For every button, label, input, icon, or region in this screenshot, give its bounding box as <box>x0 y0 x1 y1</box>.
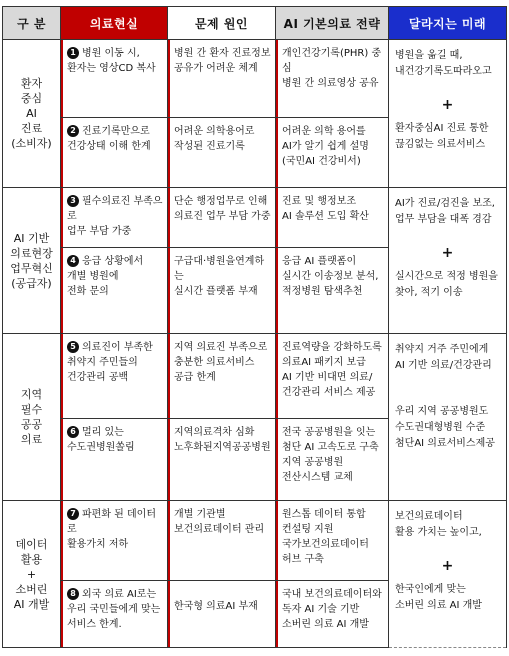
future-top-text: 취약지 거주 주민에게 AI 기반 의료/건강관리 <box>395 344 492 371</box>
reality-cell <box>61 118 168 188</box>
plus-sign: + <box>441 245 454 261</box>
cause-text: 지역의료격차 심화 노후화된지역공공병원 <box>174 427 271 453</box>
reality-cell <box>61 581 168 648</box>
table-row <box>3 334 507 419</box>
cause-text: 한국형 의료AI 부재 <box>174 601 258 612</box>
ai-cell <box>276 334 389 419</box>
cause-cell <box>168 248 276 334</box>
table-row <box>3 40 507 118</box>
cause-cell <box>168 40 276 118</box>
future-bottom-text: 환자중심AI 진료 통한 끊김없는 의료서비스 <box>395 123 489 150</box>
cause-text: 개별 기관별 보건의료데이터 관리 <box>174 509 265 535</box>
cause-text: 구급대·병원을연계하는 실시간 플랫폼 부재 <box>174 256 265 297</box>
cause-cell <box>168 118 276 188</box>
cause-cell <box>168 419 276 501</box>
future-bottom-text: 실시간으로 적정 병원을 찾아, 적기 이송 <box>395 271 498 298</box>
ai-cell <box>276 188 389 248</box>
cause-cell <box>168 334 276 419</box>
header-category: 구 분 <box>3 7 61 40</box>
ai-cell <box>276 581 389 648</box>
ai-text: 전국 공공병원을 잇는 첨단 AI 고속도로 구축 지역 공공병원 전산시스템 교체 <box>282 427 379 483</box>
reality-text: 진료기록만으로 건강상태 이해 한계 <box>67 126 151 152</box>
header-ai-strategy: AI 기본의료 전략 <box>276 7 389 40</box>
number-badge: 2 <box>67 125 79 137</box>
cause-text: 지역 의료진 부족으로 충분한 의료서비스 공급 한계 <box>174 342 268 383</box>
reality-text: 파편화 된 데이터로 활용가치 저하 <box>67 509 156 550</box>
ai-text: 응급 AI 플랫폼이 실시간 이송정보 분석, 적정병원 탐색추천 <box>282 256 379 297</box>
reality-cell <box>61 334 168 419</box>
cause-cell <box>168 581 276 648</box>
future-top-text: 보건의료데이터 활용 가치는 높이고, <box>395 511 482 538</box>
number-badge: 6 <box>67 426 79 438</box>
header-future: 달라지는 미래 <box>389 7 507 40</box>
reality-text: 멀리 있는 수도권병원쏠림 <box>67 427 135 453</box>
plus-sign: + <box>441 558 454 574</box>
number-badge: 8 <box>67 588 79 600</box>
cause-cell <box>168 188 276 248</box>
ai-text: 원스톱 데이터 통합 컨설팅 지원 국가보건의료데이터 허브 구축 <box>282 509 369 565</box>
future-cell <box>389 188 507 334</box>
medical-ai-strategy-table <box>2 6 507 648</box>
reality-cell <box>61 501 168 581</box>
header-row <box>3 7 507 40</box>
number-badge: 4 <box>67 255 79 267</box>
reality-cell <box>61 188 168 248</box>
number-badge: 1 <box>67 47 79 59</box>
number-badge: 5 <box>67 341 79 353</box>
number-badge: 3 <box>67 195 79 207</box>
ai-text: 진료 및 행정보조 AI 솔루션 도입 확산 <box>282 196 369 222</box>
reality-text: 의료진이 부족한 취약지 주민들의 건강관리 공백 <box>67 342 153 383</box>
cause-text: 어려운 의학용어로 작성된 진료기록 <box>174 126 255 152</box>
ai-text: 국내 보건의료데이터와 독자 AI 기술 기반 소버린 의료 AI 개발 <box>282 589 382 630</box>
future-top-text: AI가 진료/검진을 보조, 업무 부담을 대폭 경감 <box>395 198 495 225</box>
future-cell <box>389 40 507 188</box>
category-cell: AI 기반 의료현장 업무혁신 (공급자) <box>3 188 61 334</box>
future-bottom-text: 우리 지역 공공병원도 수도권대형병원 수준 첨단AI 의료서비스제공 <box>395 406 495 449</box>
cause-cell <box>168 501 276 581</box>
header-cause: 문제 원인 <box>168 7 276 40</box>
reality-text: 필수의료진 부족으로 업무 부담 가중 <box>67 196 163 237</box>
ai-cell <box>276 419 389 501</box>
header-reality: 의료현실 <box>61 7 168 40</box>
category-cell: 데이터 활용 + 소버린 AI 개발 <box>3 501 61 648</box>
ai-cell <box>276 501 389 581</box>
future-cell <box>389 334 507 501</box>
category-cell: 지역 필수 공공 의료 <box>3 334 61 501</box>
ai-cell <box>276 40 389 118</box>
table-row <box>3 188 507 248</box>
reality-cell <box>61 419 168 501</box>
future-cell <box>389 501 507 648</box>
reality-text: 병원 이동 시, 환자는 영상CD 복사 <box>67 48 156 74</box>
future-bottom-text: 한국인에게 맞는 소버린 의료 AI 개발 <box>395 584 482 611</box>
ai-text: 개인건강기록(PHR) 중심 병원 간 의료영상 공유 <box>282 48 382 89</box>
reality-cell <box>61 40 168 118</box>
reality-text: 외국 의료 AI로는 우리 국민들에게 맞는서비스 한계. <box>67 589 161 630</box>
reality-text: 응급 상황에서 개별 병원에 전화 문의 <box>67 256 144 297</box>
ai-text: 진료역량을 강화하도록 의료AI 패키지 보급 AI 기반 비대면 의료/ 건강관리 서비스 제공 <box>282 342 382 398</box>
reality-cell <box>61 248 168 334</box>
ai-cell <box>276 248 389 334</box>
number-badge: 7 <box>67 508 79 520</box>
cause-text: 단순 행정업무로 인해 의료진 업무 부담 가중 <box>174 196 271 222</box>
plus-sign: + <box>441 97 454 113</box>
category-cell: 환자 중심 AI 진료 (소비자) <box>3 40 61 188</box>
future-top-text: 병원을 옮길 때, 내건강기록도따라오고 <box>395 50 492 77</box>
ai-text: 어려운 의학 용어를 AI가 알기 쉽게 설명 (국민AI 건강비서) <box>282 126 369 167</box>
table-row <box>3 501 507 581</box>
ai-cell <box>276 118 389 188</box>
cause-text: 병원 간 환자 진료정보 공유가 어려운 체계 <box>174 48 271 74</box>
